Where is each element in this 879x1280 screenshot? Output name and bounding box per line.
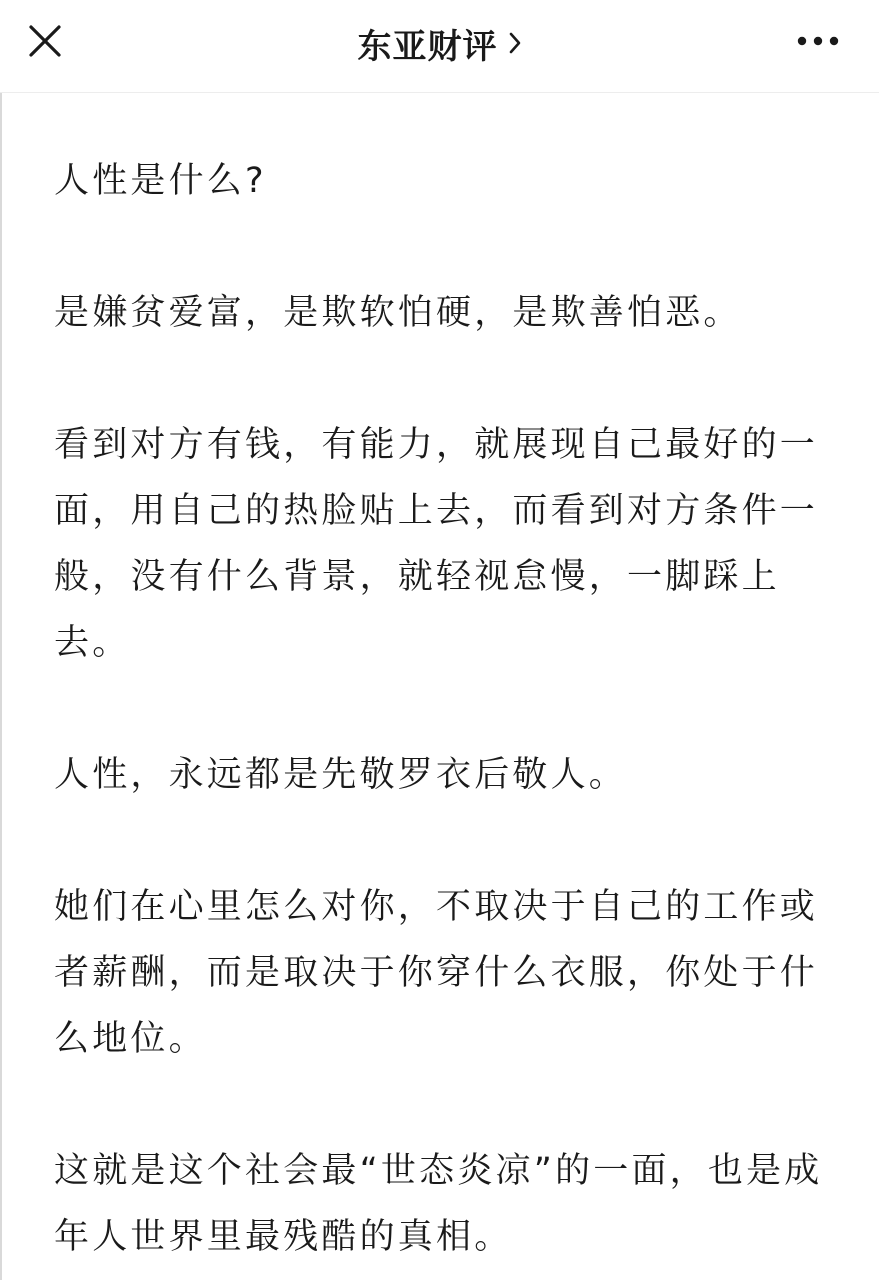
close-button[interactable] xyxy=(20,16,70,66)
more-options-button[interactable] xyxy=(788,16,848,66)
article-paragraph: 人性是什么? xyxy=(54,161,267,201)
account-title-link[interactable] xyxy=(250,20,629,66)
article-paragraph: 是嫌贫爱富，是欺软怕硬，是欺善怕恶。 xyxy=(54,293,742,333)
article-body xyxy=(54,148,834,1270)
article-paragraph: 这就是这个社会最“世态炎凉”的一面，也是成 年人世界里最残酷的真相。 xyxy=(54,1151,823,1257)
article-paragraph: 看到对方有钱，有能力，就展现自己最好的一 面，用自己的热脸贴上去，而看到对方条件一 般，没有什么背景，就轻视怠慢，一脚踩上 去。 xyxy=(54,425,819,663)
article-paragraph: 她们在心里怎么对你，不取决于自己的工作或 者薪酬，而是取决于你穿什么衣服，你处于什 么地位。 xyxy=(54,887,819,1059)
article-paragraph: 人性，永远都是先敬罗衣后敬人。 xyxy=(54,755,628,795)
page-title: 东亚财评 xyxy=(357,26,498,67)
top-navigation-bar xyxy=(0,0,879,93)
close-icon xyxy=(28,24,62,58)
chevron-right-icon xyxy=(508,31,522,55)
more-horizontal-icon xyxy=(796,35,840,47)
left-edge-divider xyxy=(0,0,2,1280)
